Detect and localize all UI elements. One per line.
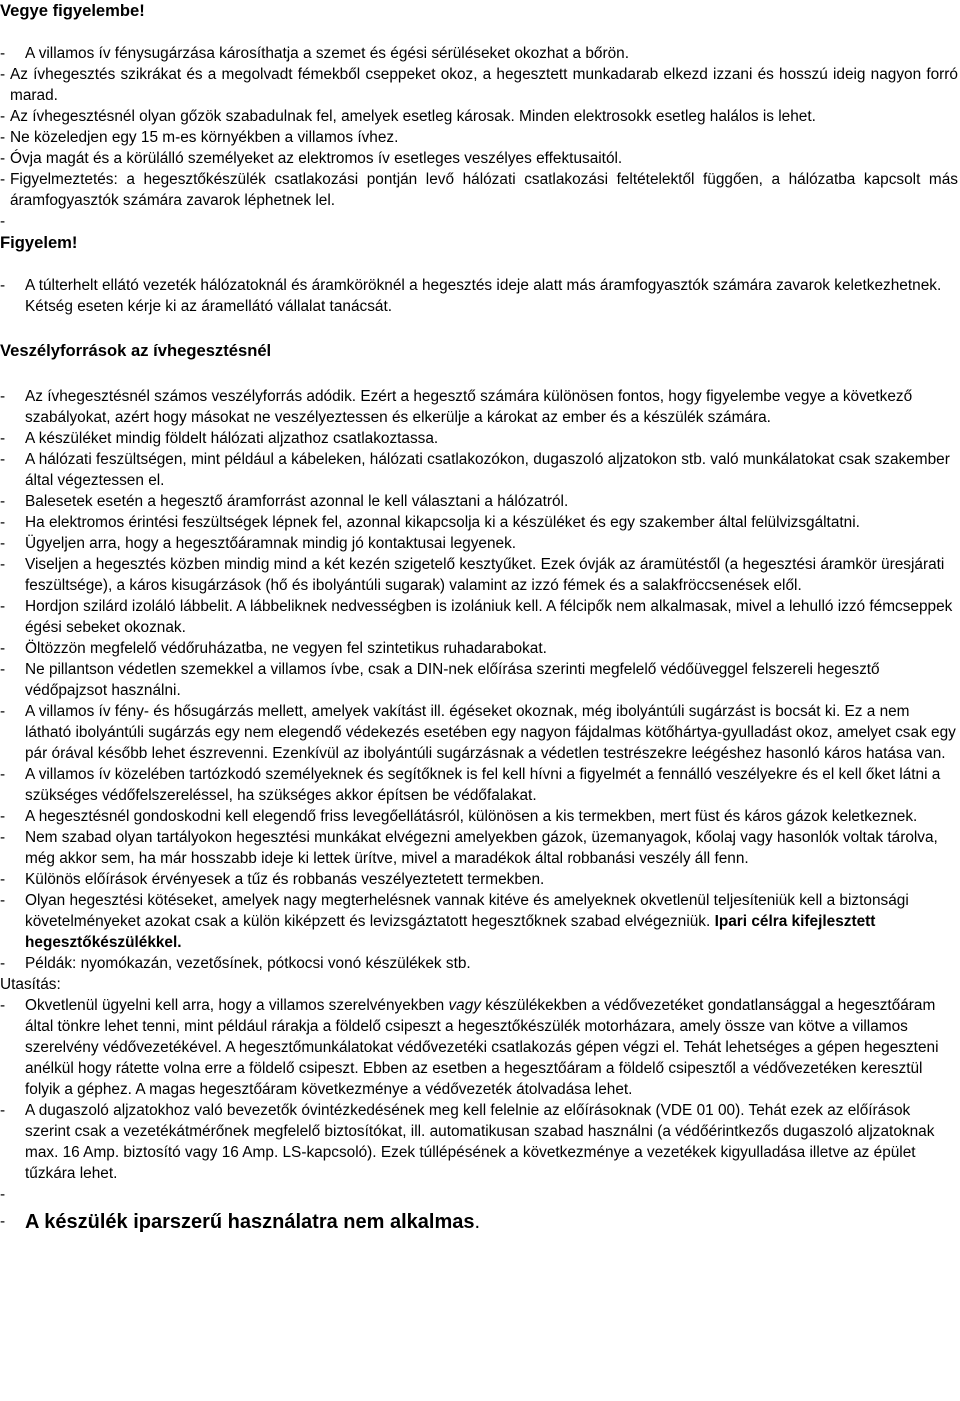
list-item-text: A hegesztésnél gondoskodni kell elegendő friss levegőellátásról, különösen a kis termekben, mert füst és káros gázok keletkeznek.	[25, 808, 918, 825]
list-dash: -	[0, 45, 6, 62]
list-dash: -	[0, 892, 6, 909]
list-item-text: A villamos ív közelében tartózkodó személyeknek és segítőknek is fel kell hívni a figyelmét a fennálló veszélyekre és el kell őket látni a szükséges védőfelszereléssel, ha szükséges akkor építsen be védőfalakat.	[25, 766, 941, 804]
list-item	[0, 953, 958, 974]
list-item-text: Ha elektromos érintési feszültségek lépnek fel, azonnal kikapcsolja ki a készüléket és egy szakember által felülvizsgáltatni.	[25, 514, 860, 531]
list-item-text: Az ívhegesztés szikrákat és a megolvadt fémekből cseppeket okoz, a hegesztett munkadarab elkezd izzani és hosszú ideig nagyon forró marad.	[10, 66, 958, 104]
list-dash: -	[0, 493, 6, 510]
section-heading-veszelyforrasok: Veszélyforrások az ívhegesztésnél	[0, 341, 272, 360]
list-item-empty	[0, 211, 958, 232]
list-dash: -	[0, 213, 6, 230]
list-item	[0, 764, 958, 806]
list-item	[0, 169, 958, 211]
list-dash: -	[0, 661, 6, 678]
list-item	[0, 491, 958, 512]
list-dash: -	[0, 150, 6, 167]
list-item-text	[25, 995, 958, 1100]
section-heading-vegye-figyelembe: Vegye figyelembe!	[0, 1, 145, 20]
list-dash: -	[0, 829, 6, 846]
list-dash: -	[0, 598, 6, 615]
list-dash: -	[0, 1102, 6, 1119]
list-item	[0, 106, 958, 127]
list-item-text	[10, 211, 958, 232]
list-item	[0, 428, 958, 449]
list-dash: -	[0, 451, 6, 468]
list-dash: -	[0, 430, 6, 447]
attention-list	[0, 275, 958, 317]
list-dash: -	[0, 640, 6, 657]
list-dash: -	[0, 277, 6, 294]
final-warning-bold: A készülék iparszerű használatra nem alkalmas	[25, 1211, 475, 1233]
list-item-text: Viseljen a hegesztés közben mindig mind a két kezén szigetelő kesztyűket. Ezek óvják az áramütéstől (a hegesztési áramkör üresjárati feszültsége), a káros kisugárzások (hő és ibolyántúli sugarak) valamint az izzó fémek és a salakfröccsenések elől.	[25, 556, 945, 594]
final-warning-dot: .	[474, 1211, 481, 1233]
list-dash: -	[0, 1213, 6, 1230]
list-dash: -	[0, 1186, 6, 1203]
warning-list	[0, 43, 958, 232]
list-item-text: Balesetek esetén a hegesztő áramforrást azonnal le kell választani a hálózatról.	[25, 493, 569, 510]
final-warning	[25, 1209, 958, 1235]
list-item	[0, 127, 958, 148]
list-item-text: Az ívhegesztésnél olyan gőzök szabadulnak fel, amelyek esetleg károsak. Minden elektrosokk esetleg halálos is lehet.	[10, 108, 816, 125]
list-item	[0, 386, 958, 428]
list-dash: -	[0, 871, 6, 888]
list-item-empty	[0, 1184, 958, 1205]
list-item-text: A villamos ív fénysugárzása károsíthatja a szemet és égési sérüléseket okozhat a bőrön.	[25, 45, 629, 62]
list-item-text: Különös előírások érvényesek a tűz és robbanás veszélyeztetett termekben.	[25, 871, 545, 888]
list-item	[0, 995, 958, 1100]
weld-requirement-bold: Ipari célra kifejlesztett hegesztőkészülékkel.	[25, 913, 876, 951]
instruction-text-italic: vagy	[448, 997, 481, 1014]
list-dash: -	[0, 514, 6, 531]
list-dash: -	[0, 535, 6, 552]
list-item-text: Ne pillantson védetlen szemekkel a villamos ívbe, csak a DIN-nek előírása szerinti megfelelő védőüveggel felszereli hegesztő védőpajzsot használni.	[25, 661, 880, 699]
section-heading-figyelem: Figyelem!	[0, 233, 78, 252]
list-item	[0, 869, 958, 890]
list-dash: -	[0, 66, 6, 83]
weld-requirement-text: Olyan hegesztési kötéseket, amelyek nagy megterhelésnek vannak kitéve és amelyeknek okvetlenül teljesíteniük kell a biztonsági követelményeket azokat csak a külön kiképzett és levizsgáztatott hegesztőknek szabad elvégezniük.	[25, 892, 909, 930]
list-item-text: Öltözzön megfelelő védőruházatba, ne vegyen fel szintetikus ruhadarabokat.	[25, 640, 547, 657]
list-item-text: Ne közeledjen egy 15 m-es környékben a villamos ívhez.	[10, 129, 399, 146]
list-dash: -	[0, 129, 6, 146]
list-item-text: A villamos ív fény- és hősugárzás mellett, amelyek vakítást ill. égéseket okoznak, még ibolyántúli sugárzást is bocsát ki. Ez a nem látható ibolyántúli sugárzás egy nem elegendő védekezés esetében egy nagyon fájdalmas kötőhártya-gyulladást okoz, amelyet csak egy pár órával később lehet észrevenni. Ezenkívül az ibolyántúli sugárzásnak a védetlen testrészekre leégéshez hasonló káros hatása van.	[25, 703, 956, 762]
list-item-text: Óvja magát és a körülálló személyeket az elektromos ív esetleges veszélyes effektusaitól.	[10, 150, 623, 167]
list-item-text: A túlterhelt ellátó vezeték hálózatoknál és áramköröknél a hegesztés ideje alatt más áramfogyasztók számára zavarok keletkezhetnek. Kétség eseten kérje ki az áramellátó vállalat tanácsát.	[25, 277, 942, 315]
list-item-text: Az ívhegesztésnél számos veszélyforrás adódik. Ezért a hegesztő számára különösen fontos, hogy figyelembe vegye a következő szabályokat, azért hogy másokat ne veszélyeztessen és elkerülje a károkat az ember és a készülék számára.	[25, 388, 913, 426]
instruction-text-a: Okvetlenül ügyelni kell arra, hogy a villamos szerelvényekben	[25, 997, 449, 1014]
list-item	[0, 43, 958, 64]
list-item	[0, 827, 958, 869]
list-item	[0, 533, 958, 554]
list-item	[0, 512, 958, 533]
instruction-text-c: készülékekben a védővezetéket gondatlansággal a hegesztőáram által tönkre lehet tenni, mint például rárakja a földelő csipeszt a hegesztőkészülék motorházara, amely össze van kötve a villamos szerelvény védővezetékével. A hegesztőmunkálatokat védővezetéki csatlakozás gépen végzi el. Tehát lehetséges a gépen hegeszteni anélkül hogy rátette volna erre a földelő csipeszt. Ebben az esetben a hegesztőáram a földelő csipesztől a védővezetéken keresztül folyik a géphez. A magas hegesztőáram következménye a védővezeték átolvadása lehet.	[25, 997, 939, 1098]
list-item	[0, 554, 958, 596]
list-item-text: Hordjon szilárd izoláló lábbelit. A lábbeliknek nedvességben is izolániuk kell. A félcipők nem alkalmasak, mivel a lehulló izzó fémcseppek égési sebeket okoznak.	[25, 598, 953, 636]
list-dash: -	[0, 703, 6, 720]
list-item-text: A dugaszoló aljzatokhoz való bevezetők óvintézkedésének meg kell felelnie az előírásoknak (VDE 01 00). Tehát ezek az előírások szerint csak a vezetékátmérőnek megfelelő biztosítókat, ill. automatikusan szabad használni (a védőérintkezős dugaszoló aljzatoknak max. 16 Amp. biztosító vagy 16 Amp. LS-kapcsoló). Ezek túllépésének a következménye a vezetékek kigyulladása illetve az épület tűzkára lehet.	[25, 1102, 935, 1182]
list-item	[0, 701, 958, 764]
list-item	[0, 275, 958, 317]
list-item	[0, 596, 958, 638]
list-item-text	[25, 1184, 958, 1205]
hazard-list	[0, 386, 958, 974]
list-dash: -	[0, 108, 6, 125]
list-dash: -	[0, 808, 6, 825]
list-item	[0, 806, 958, 827]
list-item-text: Ügyeljen arra, hogy a hegesztőáramnak mindig jó kontaktusai legyenek.	[25, 535, 517, 552]
list-item-text: Nem szabad olyan tartályokon hegesztési munkákat elvégezni amelyekben gázok, üzemanyagok, kőolaj vagy hasonlók voltak tárolva, még akkor sem, ha már hosszabb ideje ki lettek ürítve, mivel a maradékok által robbanási veszély áll fenn.	[25, 829, 938, 867]
list-item	[0, 638, 958, 659]
list-dash: -	[0, 171, 6, 188]
list-item	[0, 890, 958, 953]
list-dash: -	[0, 955, 6, 972]
instruction-list	[0, 995, 958, 1235]
list-item	[0, 449, 958, 491]
instruction-heading: Utasítás:	[0, 976, 61, 993]
list-item	[0, 1100, 958, 1184]
list-item-text	[25, 890, 958, 953]
list-dash: -	[0, 766, 6, 783]
list-item-final	[0, 1209, 958, 1235]
list-item	[0, 64, 958, 106]
list-item-text: A hálózati feszültségen, mint például a kábeleken, hálózati csatlakozókon, dugaszoló aljzatokon stb. való munkálatokat csak szakember által végeztessen el.	[25, 451, 950, 489]
list-item-text: Példák: nyomókazán, vezetősínek, pótkocsi vonó készülékek stb.	[25, 955, 471, 972]
list-item	[0, 659, 958, 701]
list-item-text: Figyelmeztetés: a hegesztőkészülék csatlakozási pontján levő hálózati csatlakozási feltételektől függően, a hálózatba kapcsolt más áramfogyasztók számára zavarok léphetnek lel.	[10, 171, 958, 209]
list-item	[0, 148, 958, 169]
list-dash: -	[0, 556, 6, 573]
list-dash: -	[0, 388, 6, 405]
list-dash: -	[0, 997, 6, 1014]
list-item-text: A készüléket mindig földelt hálózati aljzathoz csatlakoztassa.	[25, 430, 439, 447]
